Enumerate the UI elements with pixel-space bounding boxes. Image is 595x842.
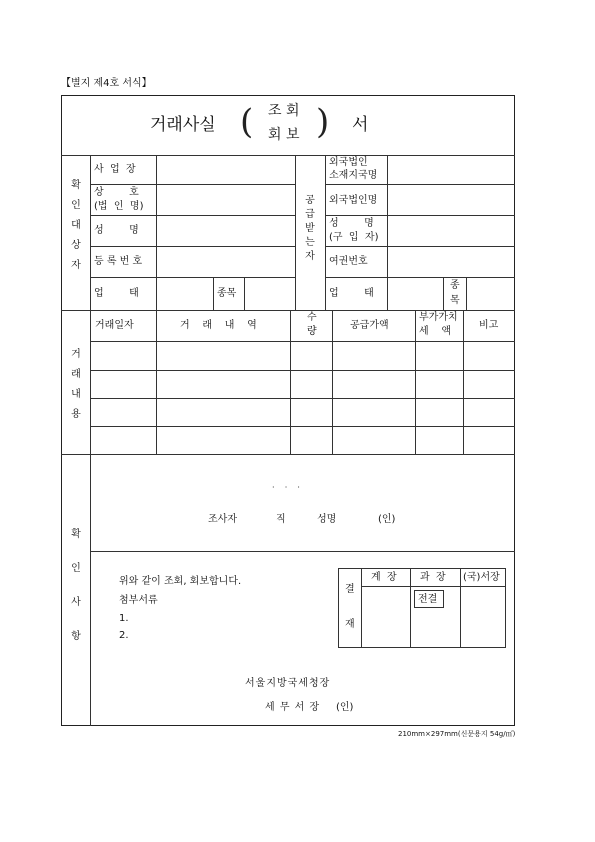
seal-mark: (인): [378, 514, 396, 525]
header-vat-2: 세 액: [419, 326, 452, 337]
row-line: [90, 370, 515, 371]
section-label-confirm-target: 확 인 대 상 자: [71, 180, 81, 271]
col-line: [295, 155, 296, 310]
divider-section: [61, 310, 515, 311]
label-investigator: 조사자: [208, 514, 237, 525]
col-line: [466, 277, 467, 310]
label-foreign-corp-country: 소재지국명: [329, 170, 378, 181]
row-line: [90, 426, 515, 427]
title-option-inquiry: 조 회: [268, 103, 300, 119]
label-position: 직: [276, 514, 286, 525]
col-line: [156, 310, 157, 454]
left-parenthesis: (: [240, 102, 254, 142]
header-transaction-details: 거 래 내 역: [180, 320, 257, 331]
header-transaction-date: 거래일자: [95, 320, 134, 331]
attachment-item-1: 1.: [119, 613, 129, 624]
section-label-confirm: 확 인 사 항: [71, 529, 81, 642]
label-corporate-name: (법 인 명): [94, 201, 144, 212]
row-line: [325, 277, 515, 278]
label-buyer: (구 입 자): [329, 232, 379, 243]
col-line: [332, 310, 333, 454]
label-passport-number: 여권번호: [329, 256, 368, 267]
label-category: 종목: [217, 288, 237, 299]
label-recipient-category-1: 종: [450, 280, 460, 291]
col-line: [156, 155, 157, 310]
label-business-place: 사 업 장: [94, 164, 136, 175]
row-line: [325, 246, 515, 247]
col-line: [325, 155, 326, 310]
divider-confirm: [90, 551, 515, 552]
col-line: [290, 310, 291, 454]
approval-section-head: 과 장: [420, 572, 446, 583]
col-line: [387, 155, 388, 310]
section-label-recipient: 공 급 받 는 자: [305, 195, 315, 262]
row-line: [90, 246, 295, 247]
dots: · · ·: [272, 483, 300, 492]
label-trade-name: 상 호: [94, 187, 139, 198]
attachment-item-2: 2.: [119, 630, 129, 641]
attachments-label: 첨부서류: [119, 595, 158, 606]
label-registration-number: 등 록 번 호: [94, 256, 143, 267]
label-business-type: 업 태: [94, 288, 139, 299]
approval-label-2: 재: [345, 619, 355, 630]
approval-col-line: [361, 568, 362, 648]
header-quantity-2: 량: [307, 326, 317, 337]
label-foreign-corp-name: 외국법인명: [329, 195, 378, 206]
col-line: [463, 310, 464, 454]
label-recipient-category-2: 목: [450, 295, 460, 306]
label-name: 성 명: [94, 225, 139, 236]
title-right: 서: [352, 115, 369, 135]
approval-col-line: [460, 568, 461, 648]
issuer-office: 세 무 서 장: [265, 702, 321, 713]
row-line: [90, 398, 515, 399]
col-line: [415, 310, 416, 454]
row-line: [90, 277, 295, 278]
col-line: [443, 277, 444, 310]
header-note: 비고: [479, 320, 499, 331]
form-number-label: 【별지 제4호 서식】: [61, 78, 152, 89]
row-line: [90, 215, 295, 216]
paper-spec: 210mm×297mm(신문용지 54g/㎡): [398, 730, 516, 738]
approval-chief: 계 장: [371, 572, 397, 583]
header-quantity-1: 수: [307, 312, 317, 323]
section-label-transaction: 거 래 내 용: [71, 349, 81, 420]
title-option-reply: 회 보: [268, 127, 300, 143]
divider-section: [61, 454, 515, 455]
label-sign-name: 성명: [317, 514, 337, 525]
title-left: 거래사실: [150, 115, 216, 135]
statement-text: 위와 같이 조회, 회보합니다.: [119, 576, 242, 587]
label-column-line: [90, 155, 91, 726]
label-recipient-business-type: 업 태: [329, 288, 374, 299]
issuer-seal: (인): [336, 702, 354, 713]
row-line: [90, 184, 295, 185]
approval-col-line: [410, 568, 411, 648]
approval-delegated: 전결: [418, 594, 438, 605]
row-line: [90, 341, 515, 342]
label-recipient-name: 성 명: [329, 218, 374, 229]
header-supply-price: 공급가액: [350, 320, 389, 331]
label-foreign-corp: 외국법인: [329, 157, 368, 168]
row-line: [325, 184, 515, 185]
row-line: [325, 215, 515, 216]
right-parenthesis: ): [316, 102, 330, 142]
divider-title: [61, 155, 515, 156]
header-vat-1: 부가가치: [419, 312, 458, 323]
col-line: [244, 277, 245, 310]
issuer-regional: 서울지방국세청장: [245, 678, 331, 689]
approval-director: (국)서장: [463, 572, 500, 583]
approval-row-line: [361, 586, 506, 587]
approval-label-1: 결: [345, 584, 355, 595]
col-line: [213, 277, 214, 310]
